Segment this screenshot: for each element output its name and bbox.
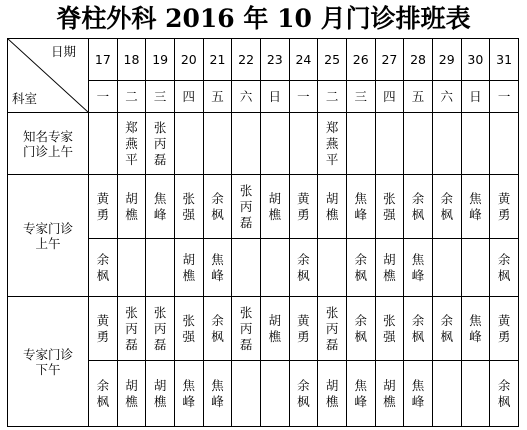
expert-am-bottom-cell xyxy=(318,239,347,297)
expert-am-top-cell xyxy=(174,175,203,239)
doctor-name: 余枫 xyxy=(297,377,310,409)
expert-am-bottom-cell xyxy=(146,239,175,297)
date-cell: 18 xyxy=(117,39,146,81)
expert-pm-top-cell xyxy=(346,297,375,361)
weekday-cell: 三 xyxy=(146,81,175,113)
expert-pm-top-cell xyxy=(375,297,404,361)
doctor-name: 胡樵 xyxy=(125,190,138,222)
doctor-name: 黄勇 xyxy=(96,190,110,222)
expert-am-bottom-cell xyxy=(461,239,490,297)
expert-pm-top-cell xyxy=(89,297,118,361)
doctor-name: 张强 xyxy=(182,312,196,344)
expert-pm-top-cell xyxy=(232,297,261,361)
expert-pm-top-cell xyxy=(490,297,519,361)
famous-am-cell xyxy=(289,113,318,175)
date-cell: 17 xyxy=(89,39,118,81)
expert-am-top-cell xyxy=(461,175,490,239)
weekday-cell: 三 xyxy=(346,81,375,113)
expert-pm-bottom-cell xyxy=(490,361,519,427)
expert-pm-bottom-cell xyxy=(146,361,175,427)
doctor-name: 胡樵 xyxy=(325,377,339,409)
expert-pm-bottom-cell xyxy=(346,361,375,427)
doctor-name: 胡樵 xyxy=(268,190,282,222)
weekday-cell: 日 xyxy=(461,81,490,113)
famous-am-cell xyxy=(346,113,375,175)
expert-am-top-cell xyxy=(89,175,118,239)
weekday-cell: 日 xyxy=(260,81,289,113)
doctor-name: 余枫 xyxy=(411,312,425,344)
expert-pm-bottom-cell xyxy=(203,361,232,427)
page-title: 脊柱外科 2016 年 10 月门诊排班表 xyxy=(56,4,471,33)
expert-am-top-cell xyxy=(318,175,347,239)
doctor-name: 余枫 xyxy=(440,312,453,344)
expert-am-top-cell xyxy=(346,175,375,239)
expert-am-top-cell xyxy=(260,175,289,239)
expert-am-bottom-cell xyxy=(232,239,261,297)
doctor-name: 胡樵 xyxy=(325,190,339,222)
doctor-name: 黄勇 xyxy=(297,190,310,222)
doctor-name: 黄勇 xyxy=(497,312,511,344)
expert-am-top-cell xyxy=(490,175,519,239)
dept-label-famous-am xyxy=(8,113,89,175)
doctor-name: 张丙磊 xyxy=(239,304,253,352)
doctor-name: 余枫 xyxy=(297,251,310,283)
dept-label-text: 知名专家门诊上午 xyxy=(22,128,73,159)
date-cell: 21 xyxy=(203,39,232,81)
weekday-cell: 一 xyxy=(89,81,118,113)
expert-am-top-cell xyxy=(203,175,232,239)
expert-am-bottom-cell xyxy=(89,239,118,297)
doctor-name: 焦峰 xyxy=(354,190,367,222)
expert-pm-top-cell xyxy=(117,297,146,361)
doctor-name: 郑燕平 xyxy=(125,119,138,167)
doctor-name: 黄勇 xyxy=(96,312,110,344)
expert-am-row-top xyxy=(8,175,519,239)
doctor-name: 焦峰 xyxy=(411,377,425,409)
date-cell: 31 xyxy=(490,39,519,81)
famous-am-cell xyxy=(203,113,232,175)
expert-pm-bottom-cell xyxy=(404,361,433,427)
expert-pm-top-cell xyxy=(174,297,203,361)
expert-pm-bottom-cell xyxy=(117,361,146,427)
famous-am-cell xyxy=(461,113,490,175)
expert-pm-bottom-cell xyxy=(89,361,118,427)
doctor-name: 胡樵 xyxy=(383,377,396,409)
doctor-name: 余枫 xyxy=(211,190,224,222)
expert-pm-top-cell xyxy=(432,297,461,361)
date-row xyxy=(8,39,519,81)
expert-pm-bottom-cell xyxy=(289,361,318,427)
expert-am-bottom-cell xyxy=(346,239,375,297)
expert-am-top-cell xyxy=(232,175,261,239)
doctor-name: 黄勇 xyxy=(297,312,310,344)
weekday-cell: 二 xyxy=(318,81,347,113)
date-cell: 19 xyxy=(146,39,175,81)
date-cell: 23 xyxy=(260,39,289,81)
doctor-name: 余枫 xyxy=(211,312,224,344)
weekday-cell: 一 xyxy=(289,81,318,113)
weekday-cell: 六 xyxy=(232,81,261,113)
expert-am-bottom-cell xyxy=(432,239,461,297)
expert-pm-bottom-cell xyxy=(318,361,347,427)
expert-am-top-cell xyxy=(289,175,318,239)
expert-pm-bottom-cell xyxy=(375,361,404,427)
expert-am-top-cell xyxy=(117,175,146,239)
expert-pm-top-cell xyxy=(203,297,232,361)
expert-am-bottom-cell xyxy=(490,239,519,297)
doctor-name: 余枫 xyxy=(497,251,511,283)
weekday-cell: 五 xyxy=(203,81,232,113)
doctor-name: 张丙磊 xyxy=(153,304,167,352)
doctor-name: 焦峰 xyxy=(211,377,224,409)
doctor-name: 余枫 xyxy=(411,190,425,222)
expert-pm-top-cell xyxy=(260,297,289,361)
famous-am-cell xyxy=(490,113,519,175)
expert-pm-top-cell xyxy=(318,297,347,361)
expert-pm-bottom-cell xyxy=(232,361,261,427)
weekday-cell: 五 xyxy=(404,81,433,113)
corner-dept-label: 科室 xyxy=(12,91,38,106)
expert-pm-row-top xyxy=(8,297,519,361)
expert-am-bottom-cell xyxy=(203,239,232,297)
date-cell: 26 xyxy=(346,39,375,81)
date-cell: 27 xyxy=(375,39,404,81)
date-cell: 30 xyxy=(461,39,490,81)
doctor-name: 焦峰 xyxy=(411,251,425,283)
famous-am-cell xyxy=(146,113,175,175)
famous-am-cell xyxy=(117,113,146,175)
doctor-name: 焦峰 xyxy=(354,377,367,409)
expert-am-top-cell xyxy=(375,175,404,239)
header-corner xyxy=(8,39,89,113)
doctor-name: 焦峰 xyxy=(211,251,224,283)
doctor-name: 胡樵 xyxy=(153,377,167,409)
date-cell: 22 xyxy=(232,39,261,81)
famous-am-cell xyxy=(432,113,461,175)
expert-am-bottom-cell xyxy=(174,239,203,297)
doctor-name: 张丙磊 xyxy=(325,304,339,352)
date-cell: 24 xyxy=(289,39,318,81)
expert-am-bottom-cell xyxy=(404,239,433,297)
doctor-name: 黄勇 xyxy=(497,190,511,222)
doctor-name: 余枫 xyxy=(354,251,367,283)
doctor-name: 张强 xyxy=(383,312,396,344)
famous-am-cell xyxy=(404,113,433,175)
doctor-name: 张强 xyxy=(182,190,196,222)
weekday-cell: 四 xyxy=(174,81,203,113)
famous-am-cell xyxy=(232,113,261,175)
expert-am-bottom-cell xyxy=(117,239,146,297)
expert-pm-bottom-cell xyxy=(260,361,289,427)
doctor-name: 张强 xyxy=(383,190,396,222)
expert-pm-top-cell xyxy=(461,297,490,361)
dept-label-expert-am xyxy=(8,175,89,297)
expert-pm-top-cell xyxy=(146,297,175,361)
doctor-name: 焦峰 xyxy=(469,312,482,344)
famous-expert-row xyxy=(8,113,519,175)
famous-am-cell xyxy=(318,113,347,175)
famous-am-cell xyxy=(174,113,203,175)
doctor-name: 余枫 xyxy=(440,190,453,222)
doctor-name: 郑燕平 xyxy=(325,119,339,167)
expert-pm-bottom-cell xyxy=(432,361,461,427)
doctor-name: 焦峰 xyxy=(469,190,482,222)
doctor-name: 张丙磊 xyxy=(239,182,253,230)
date-cell: 25 xyxy=(318,39,347,81)
doctor-name: 焦峰 xyxy=(153,190,167,222)
weekday-cell: 二 xyxy=(117,81,146,113)
famous-am-cell xyxy=(375,113,404,175)
weekday-cell: 六 xyxy=(432,81,461,113)
doctor-name: 焦峰 xyxy=(182,377,196,409)
dept-label-text: 专家门诊下午 xyxy=(22,346,73,377)
doctor-name: 余枫 xyxy=(96,377,110,409)
dept-label-expert-pm xyxy=(8,297,89,427)
expert-am-top-cell xyxy=(432,175,461,239)
expert-am-bottom-cell xyxy=(289,239,318,297)
doctor-name: 余枫 xyxy=(497,377,511,409)
doctor-name: 余枫 xyxy=(96,251,110,283)
doctor-name: 余枫 xyxy=(354,312,367,344)
expert-am-top-cell xyxy=(146,175,175,239)
expert-am-top-cell xyxy=(404,175,433,239)
doctor-name: 胡樵 xyxy=(268,312,282,344)
doctor-name: 张丙磊 xyxy=(125,304,138,352)
expert-pm-bottom-cell xyxy=(461,361,490,427)
date-cell: 29 xyxy=(432,39,461,81)
date-cell: 20 xyxy=(174,39,203,81)
dept-label-text: 专家门诊上午 xyxy=(22,220,73,251)
date-cell: 28 xyxy=(404,39,433,81)
expert-pm-top-cell xyxy=(404,297,433,361)
expert-pm-bottom-cell xyxy=(174,361,203,427)
corner-date-label: 日期 xyxy=(50,44,76,59)
schedule-table xyxy=(7,38,519,427)
expert-pm-top-cell xyxy=(289,297,318,361)
expert-am-bottom-cell xyxy=(260,239,289,297)
doctor-name: 胡樵 xyxy=(383,251,396,283)
expert-am-bottom-cell xyxy=(375,239,404,297)
weekday-cell: 四 xyxy=(375,81,404,113)
famous-am-cell xyxy=(89,113,118,175)
doctor-name: 张丙磊 xyxy=(153,119,167,167)
famous-am-cell xyxy=(260,113,289,175)
doctor-name: 胡樵 xyxy=(125,377,138,409)
weekday-cell: 一 xyxy=(490,81,519,113)
doctor-name: 胡樵 xyxy=(182,251,196,283)
